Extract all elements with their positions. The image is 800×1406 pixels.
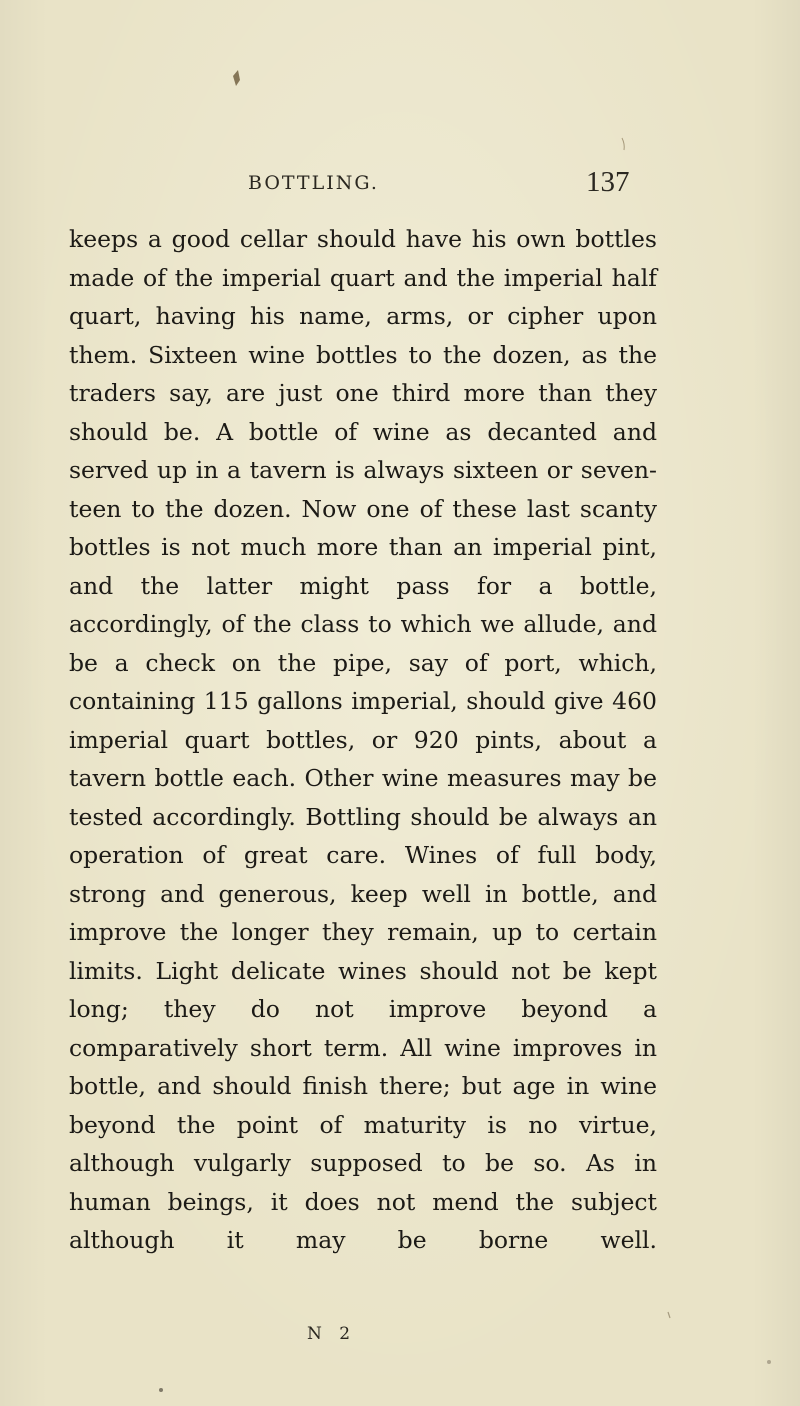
body-paragraph: keeps a good cellar should have his own bottles made of the imperial quart and the imperial half quart, having his name, arms, or cipher upon them. Sixteen wine bottles to the dozen, as the traders say, are just one third more than they should be. A bottle of wine as decanted and served up in a tavern is always sixteen or seven-teen to the dozen. Now one of these last scanty bottles is not much more than an imperial pint, and the latter might pass for a bottle, accordingly, of the class to which we allude, and be a check on the pipe, say of port, which, containing 115 gallons imperial, should give 460 imperial quart bottles, or 920 pints, about a tavern bottle each. Other wine measures may be tested accordingly. Bottling should be always an operation of great care. Wines of full body, strong and generous, keep well in bottle, and improve the longer they remain, up to certain limits. Light delicate wines should not be kept long; they do not improve beyond a comparatively short term. All wine improves in bottle, and should finish there; but age in wine beyond the point of maturity is no virtue, although vulgarly supposed to be so. As in human beings, it does not mend the subject although it may be borne well.: [69, 225, 657, 1254]
running-header: [0, 166, 800, 200]
signature-mark: N 2: [307, 1324, 357, 1344]
ink-speck: [622, 138, 624, 150]
ink-speck: [159, 1388, 163, 1392]
ink-speck: [233, 70, 240, 86]
ink-speck: [668, 1312, 670, 1318]
ink-speck: [767, 1360, 771, 1364]
page-number: 137: [586, 166, 630, 198]
running-title: BOTTLING.: [248, 172, 379, 194]
